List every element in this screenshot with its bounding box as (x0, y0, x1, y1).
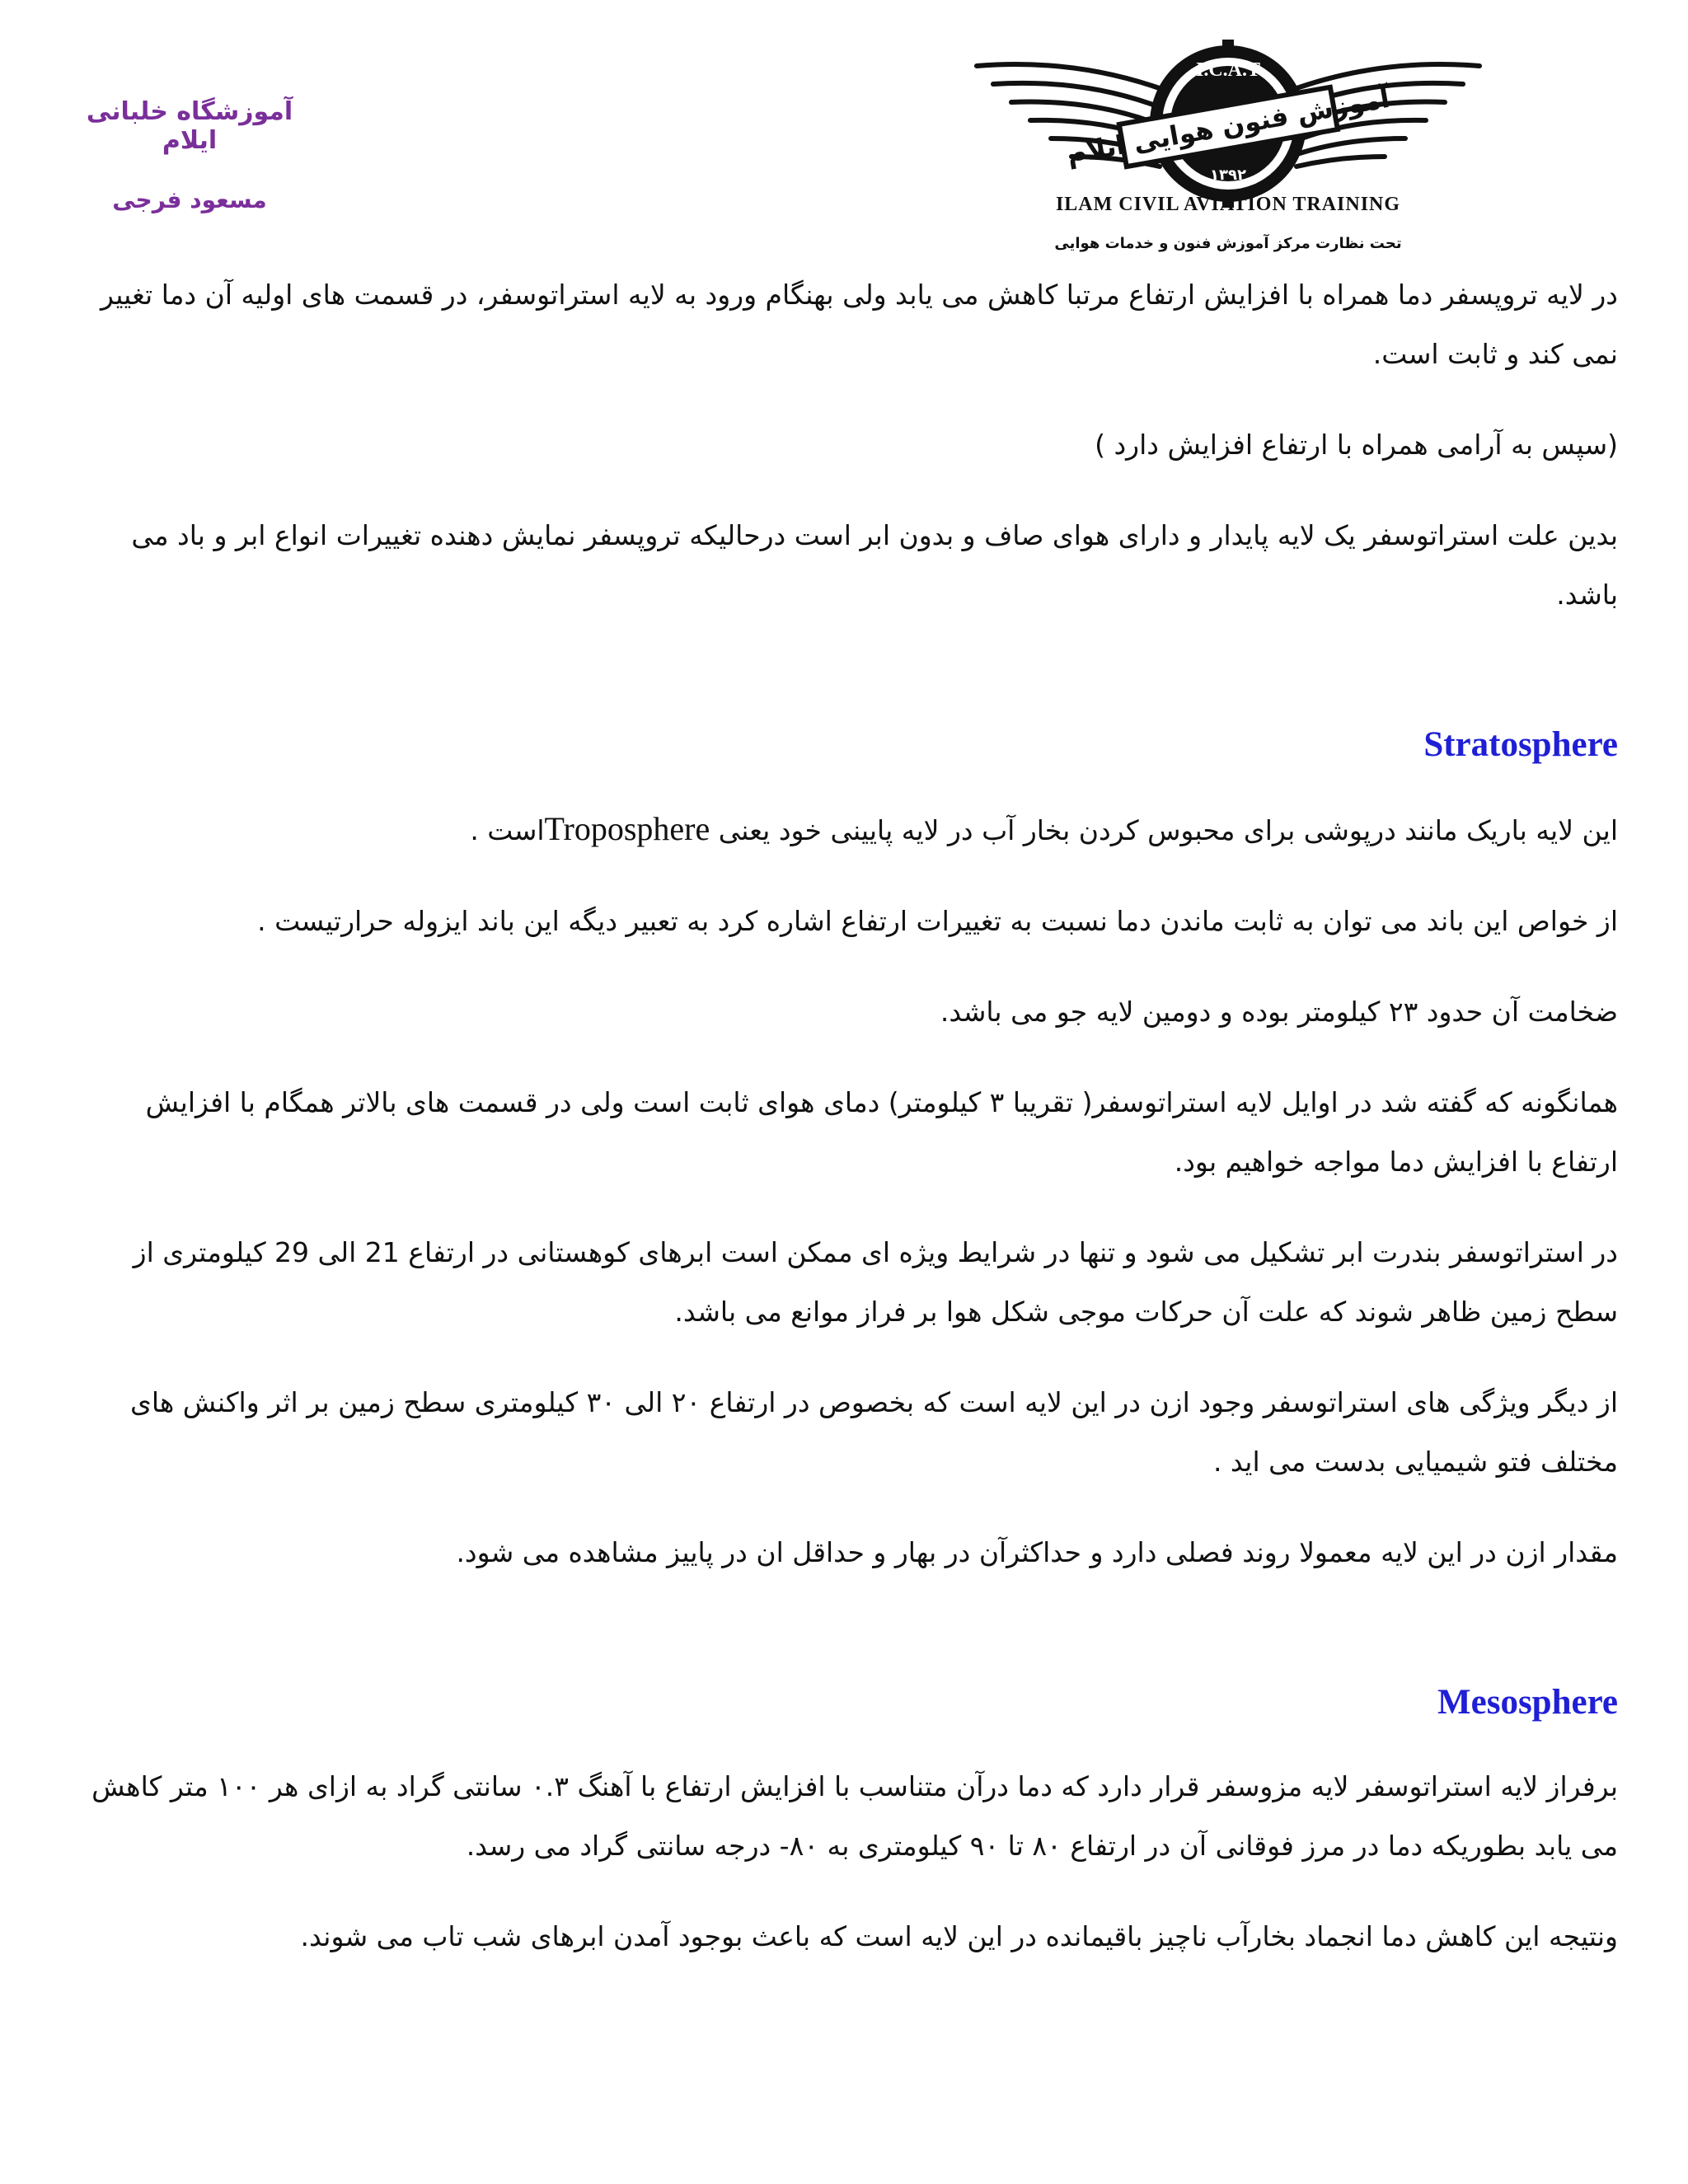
stratosphere-paragraph-5: در استراتوسفر بندرت ابر تشکیل می شود و تنها در شرایط ویژه ای ممکن است ابرهای کوهستانی در ارتفاع 21 الی 29 کیلومتری از سطح زمین ظاهر شوند که علت آن حرکات موجی شکل هوا بر فراز موانع می باشد. (133, 1236, 1618, 1328)
stratosphere-paragraph-1 (77, 799, 1618, 860)
stratosphere-paragraph-4: همانگونه که گفته شد در اوایل لایه استراتوسفر( تقریبا ۳ کیلومتر) دمای هوای ثابت است ولی در قسمت های بالاتر همگام با افزایش ارتفاع با افزایش دما مواجه خواهیم بود. (145, 1086, 1618, 1178)
logo-year: ۱۳۹۲ (1210, 166, 1246, 184)
mesosphere-paragraph-1: برفراز لایه استراتوسفر لایه مزوسفر قرار دارد که دما درآن متناسب با افزایش ارتفاع با آهنگ ۰.۳ سانتی گراد به ازای هر ۱۰۰ متر کاهش می یابد بطوریکه دما در مرز فوقانی آن در ارتفاع ۸۰ تا ۹۰ کیلومتری به ۸۰- درجه سانتی گراد می رسد. (91, 1770, 1618, 1862)
stratosphere-p1-term: Troposphere (544, 810, 710, 847)
document-body (78, 265, 1618, 1998)
mesosphere-paragraph-2: ونتیجه این کاهش دما انجماد بخارآب ناچیز باقیمانده در این لایه است که باعث بوجود آمدن ابرهای شب تاب می شوند. (300, 1920, 1618, 1952)
stratosphere-p1-before: این لایه باریک مانند درپوشی برای محبوس کردن بخار آب در لایه پایینی خود یعنی (710, 814, 1618, 846)
logo (944, 33, 1512, 272)
school-name: آموزشگاه خلبانی ایلام (86, 97, 293, 155)
intro-paragraph-1: در لایه تروپسفر دما همراه با افزایش ارتفاع مرتبا کاهش می یابد ولی بهنگام ورود به لایه استراتوسفر، در قسمت های اولیه آن دما تغییر نمی کند و ثابت است. (100, 279, 1618, 370)
stratosphere-paragraph-7: مقدار ازن در این لایه معمولا روند فصلی دارد و حداکثرآن در بهار و حداقل ان در پاییز مشاهده می شود. (456, 1536, 1618, 1568)
logo-caption-en: ILAM CIVIL AVIATION TRAINING (1055, 194, 1401, 215)
stratosphere-paragraph-2: از خواص این باند می توان به ثابت ماندن دما نسبت به تغییرات ارتفاع اشاره کرد به تعبیر دیگه این باند ایزوله حرارتیست . (257, 905, 1618, 937)
stratosphere-paragraph-6: از دیگر ویژگی های استراتوسفر وجود ازن در این لایه است که بخصوص در ارتفاع ۲۰ الی ۳۰ کیلومتری سطح زمین بر اثر واکنش های مختلف فتو شیمیایی بدست می اید . (130, 1386, 1618, 1478)
stratosphere-paragraph-3: ضخامت آن حدود ۲۳ کیلومتر بوده و دومین لایه جو می باشد. (940, 996, 1618, 1028)
section-title-mesosphere: Mesosphere (1437, 1683, 1618, 1722)
logo-banner-text: آموزش فنون هوایی ایلام (1064, 82, 1392, 171)
intro-paragraph-3: بدین علت استراتوسفر یک لایه پایدار و دارای هوای صاف و بدون ابر است درحالیکه تروپسفر نمایش دهنده تغییرات انواع ابر و باد می باشد. (131, 519, 1618, 611)
stratosphere-p1-after: است . (470, 814, 545, 846)
intro-paragraph-2: (سپس به آرامی همراه با ارتفاع افزایش دارد ) (1095, 429, 1618, 461)
section-title-stratosphere: Stratosphere (1423, 725, 1618, 764)
author-name: مسعود فرجی (112, 186, 267, 213)
logo-caption-fa: تحت نظارت مرکز آموزش فنون و خدمات هوایی (1054, 235, 1402, 252)
logo-top-letters: I.C.A.T (1195, 59, 1261, 81)
